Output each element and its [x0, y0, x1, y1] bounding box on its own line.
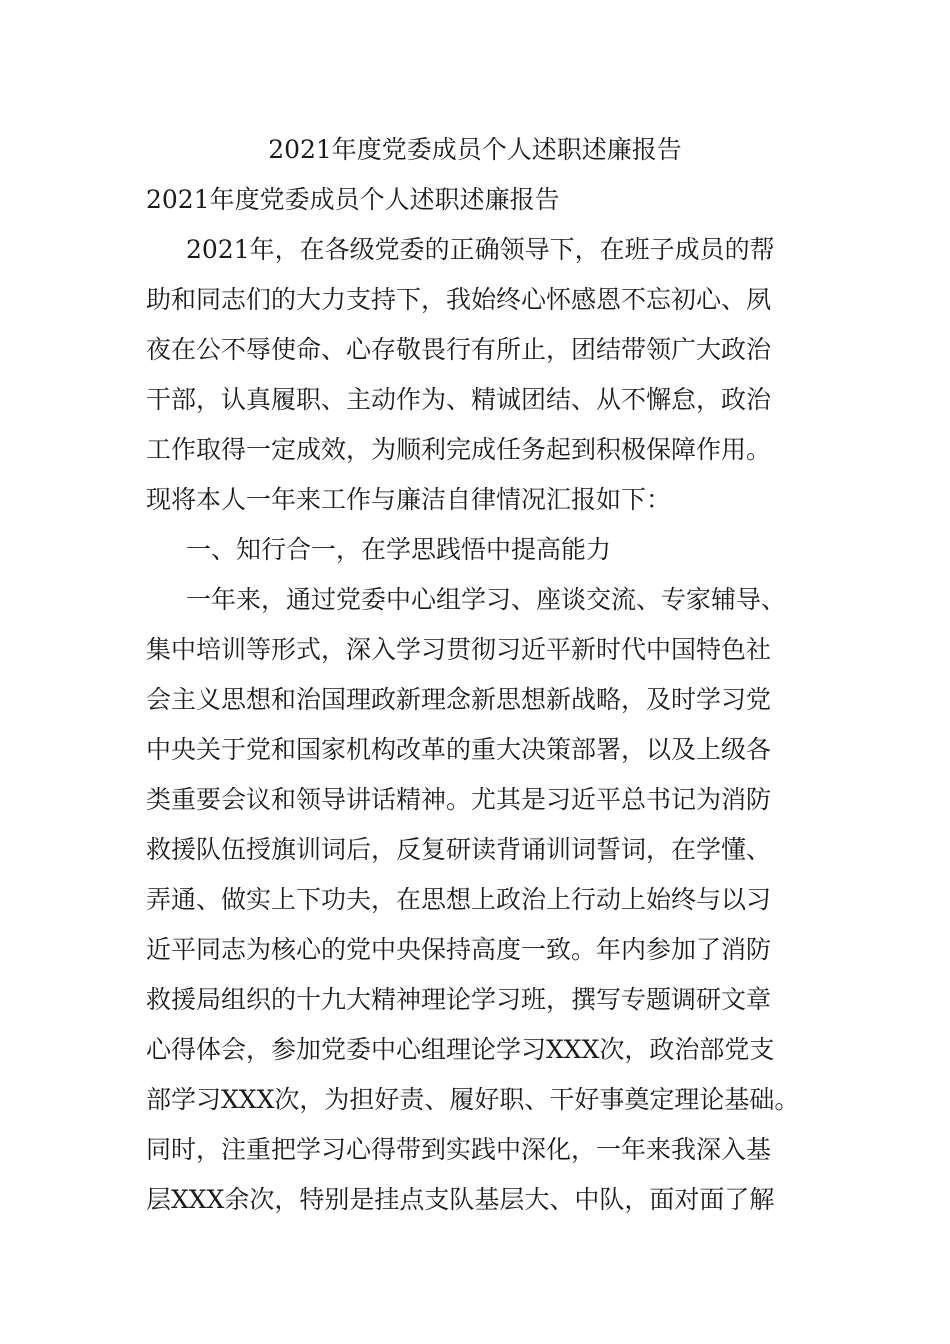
document-subtitle: 2021年度党委成员个人述职述廉报告 — [146, 185, 560, 214]
paragraph-line: 夜在公不辱使命、心存敬畏行有所止，团结带领广大政治 — [146, 335, 772, 364]
paragraph-line: 弄通、做实上下功夫，在思想上政治上行动上始终与以习 — [146, 885, 772, 914]
paragraph-line: 一年来，通过党委中心组学习、座谈交流、专家辅导、 — [186, 585, 787, 614]
paragraph-line: 类重要会议和领导讲话精神。尤其是习近平总书记为消防 — [146, 785, 772, 814]
paragraph-line: 中央关于党和国家机构改革的重大决策部署，以及上级各 — [146, 735, 772, 764]
document-title: 2021年度党委成员个人述职述廉报告 — [268, 135, 682, 164]
paragraph-line: 救援局组织的十九大精神理论学习班，撰写专题调研文章 — [146, 985, 772, 1014]
paragraph-line: 心得体会，参加党委中心组理论学习XXX次，政治部党支 — [146, 1035, 775, 1064]
paragraph-line: 集中培训等形式，深入学习贯彻习近平新时代中国特色社 — [146, 635, 772, 664]
paragraph-line: 救援队伍授旗训词后，反复研读背诵训词誓词，在学懂、 — [146, 835, 772, 864]
paragraph-line: 助和同志们的大力支持下，我始终心怀感恩不忘初心、夙 — [146, 285, 772, 314]
paragraph-line: 干部，认真履职、主动作为、精诚团结、从不懈怠，政治 — [146, 385, 772, 414]
paragraph-line: 层XXX余次，特别是挂点支队基层大、中队，面对面了解 — [146, 1185, 775, 1214]
paragraph-line: 现将本人一年来工作与廉洁自律情况汇报如下： — [146, 485, 672, 514]
paragraph-line: 工作取得一定成效，为顺利完成任务起到积极保障作用。 — [146, 435, 772, 464]
paragraph-line: 部学习XXX次，为担好责、履好职、干好事奠定理论基础。 — [146, 1085, 800, 1114]
paragraph-line: 2021年，在各级党委的正确领导下，在班子成员的帮 — [186, 235, 775, 264]
paragraph-line: 近平同志为核心的党中央保持高度一致。年内参加了消防 — [146, 935, 772, 964]
paragraph-line: 同时，注重把学习心得带到实践中深化，一年来我深入基 — [146, 1135, 772, 1164]
section-heading: 一、知行合一，在学思践悟中提高能力 — [186, 535, 612, 564]
paragraph-line: 会主义思想和治国理政新理念新思想新战略，及时学习党 — [146, 685, 772, 714]
